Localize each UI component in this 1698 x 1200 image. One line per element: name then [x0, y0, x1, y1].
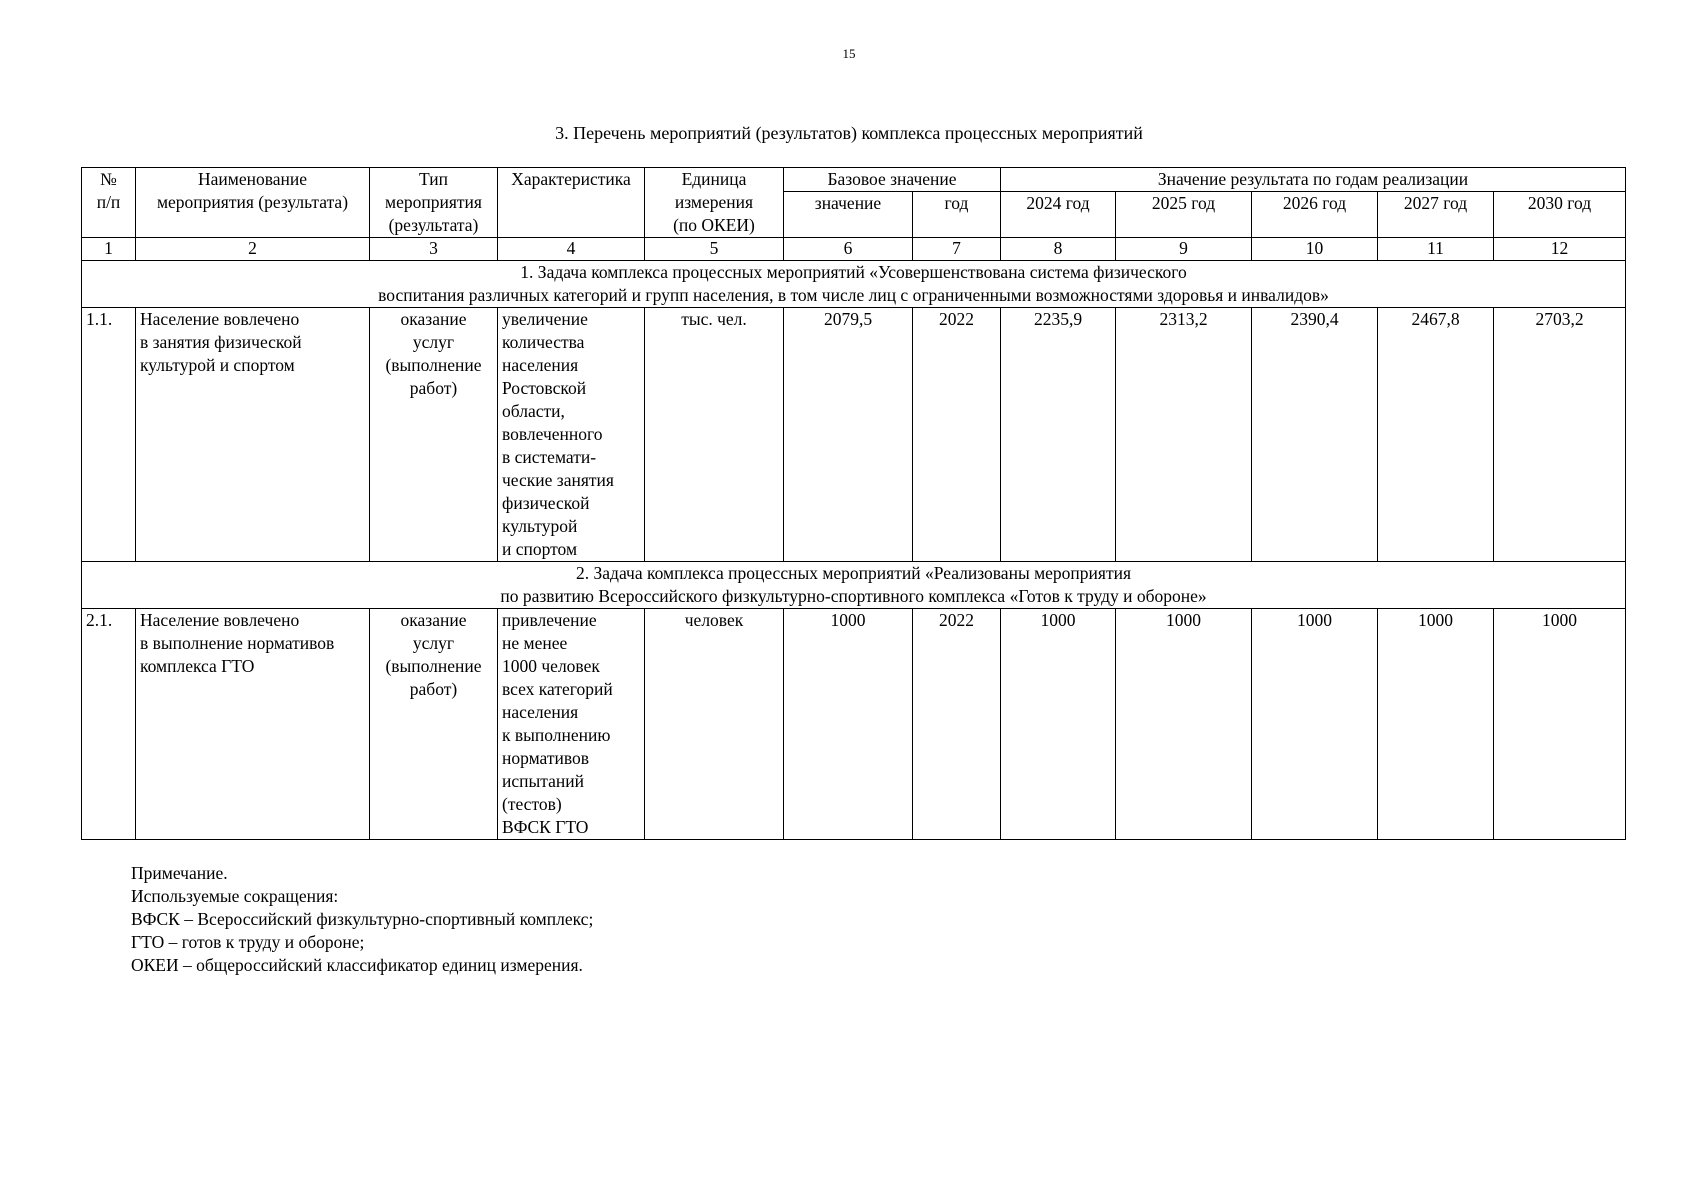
task-heading: 2. Задача комплекса процессных мероприятий «Реализованы мероприятия по развитию Всероссийского физкультурно-спортивного комплекса «Готов к труду и обороне»	[82, 562, 1626, 609]
header-year-2030: 2030 год	[1494, 192, 1626, 238]
task-row	[82, 562, 1626, 609]
column-number: 4	[498, 238, 645, 261]
row-name: Население вовлечено в занятия физической культурой и спортом	[136, 308, 370, 562]
document-title: 3. Перечень мероприятий (результатов) комплекса процессных мероприятий	[555, 123, 1143, 143]
column-number-row	[82, 238, 1626, 261]
header-unit: Единица измерения (по ОКЕИ)	[645, 168, 784, 238]
row-value-2027: 2467,8	[1378, 308, 1494, 562]
row-value-2024: 2235,9	[1001, 308, 1116, 562]
row-value-2026: 2390,4	[1252, 308, 1378, 562]
column-number: 2	[136, 238, 370, 261]
row-value-2027: 1000	[1378, 609, 1494, 840]
header-year-2025: 2025 год	[1116, 192, 1252, 238]
header-num: № п/п	[82, 168, 136, 238]
column-number: 1	[82, 238, 136, 261]
column-number: 10	[1252, 238, 1378, 261]
header-type: Тип мероприятия (результата)	[370, 168, 498, 238]
header-years-group: Значение результата по годам реализации	[1001, 168, 1626, 192]
column-number: 7	[913, 238, 1001, 261]
row-number: 2.1.	[82, 609, 136, 840]
row-unit: человек	[645, 609, 784, 840]
header-year-2024: 2024 год	[1001, 192, 1116, 238]
column-number: 9	[1116, 238, 1252, 261]
row-characteristic: увеличение количества населения Ростовской области, вовлеченного в системати- ческие занятия физической культурой и спортом	[498, 308, 645, 562]
row-characteristic: привлечение не менее 1000 человек всех категорий населения к выполнению нормативов испытаний (тестов) ВФСК ГТО	[498, 609, 645, 840]
row-value-2030: 2703,2	[1494, 308, 1626, 562]
column-number: 5	[645, 238, 784, 261]
row-value-2026: 1000	[1252, 609, 1378, 840]
table-row	[82, 609, 1626, 840]
results-table	[81, 167, 1626, 840]
column-number: 6	[784, 238, 913, 261]
header-base-year: год	[913, 192, 1001, 238]
page-number: 15	[842, 46, 856, 61]
row-value-2024: 1000	[1001, 609, 1116, 840]
column-number: 3	[370, 238, 498, 261]
header-base-group: Базовое значение	[784, 168, 1001, 192]
header-base-value: значение	[784, 192, 913, 238]
note-item: ОКЕИ – общероссийский классификатор единиц измерения.	[131, 955, 583, 975]
column-number: 11	[1378, 238, 1494, 261]
row-base-value: 1000	[784, 609, 913, 840]
row-value-2025: 1000	[1116, 609, 1252, 840]
note-heading: Примечание.	[131, 863, 228, 883]
header-row	[82, 168, 1626, 192]
note-subheading: Используемые сокращения:	[131, 886, 339, 906]
row-type: оказание услуг (выполнение работ)	[370, 308, 498, 562]
task-heading: 1. Задача комплекса процессных мероприятий «Усовершенствована система физического воспитания различных категорий и групп населения, в том числе лиц с ограниченными возможностями здоровья и инвалидов»	[82, 261, 1626, 308]
header-name: Наименование мероприятия (результата)	[136, 168, 370, 238]
column-number: 8	[1001, 238, 1116, 261]
row-base-year: 2022	[913, 308, 1001, 562]
abbreviations-note	[131, 862, 593, 977]
task-row	[82, 261, 1626, 308]
row-number: 1.1.	[82, 308, 136, 562]
row-base-value: 2079,5	[784, 308, 913, 562]
row-name: Население вовлечено в выполнение нормативов комплекса ГТО	[136, 609, 370, 840]
header-year-2027: 2027 год	[1378, 192, 1494, 238]
note-item: ВФСК – Всероссийский физкультурно-спортивный комплекс;	[131, 909, 594, 929]
header-characteristic: Характеристика	[498, 168, 645, 238]
row-value-2025: 2313,2	[1116, 308, 1252, 562]
column-number: 12	[1494, 238, 1626, 261]
table-row	[82, 308, 1626, 562]
row-base-year: 2022	[913, 609, 1001, 840]
note-item: ГТО – готов к труду и обороне;	[131, 932, 365, 952]
row-value-2030: 1000	[1494, 609, 1626, 840]
row-unit: тыс. чел.	[645, 308, 784, 562]
header-year-2026: 2026 год	[1252, 192, 1378, 238]
row-type: оказание услуг (выполнение работ)	[370, 609, 498, 840]
